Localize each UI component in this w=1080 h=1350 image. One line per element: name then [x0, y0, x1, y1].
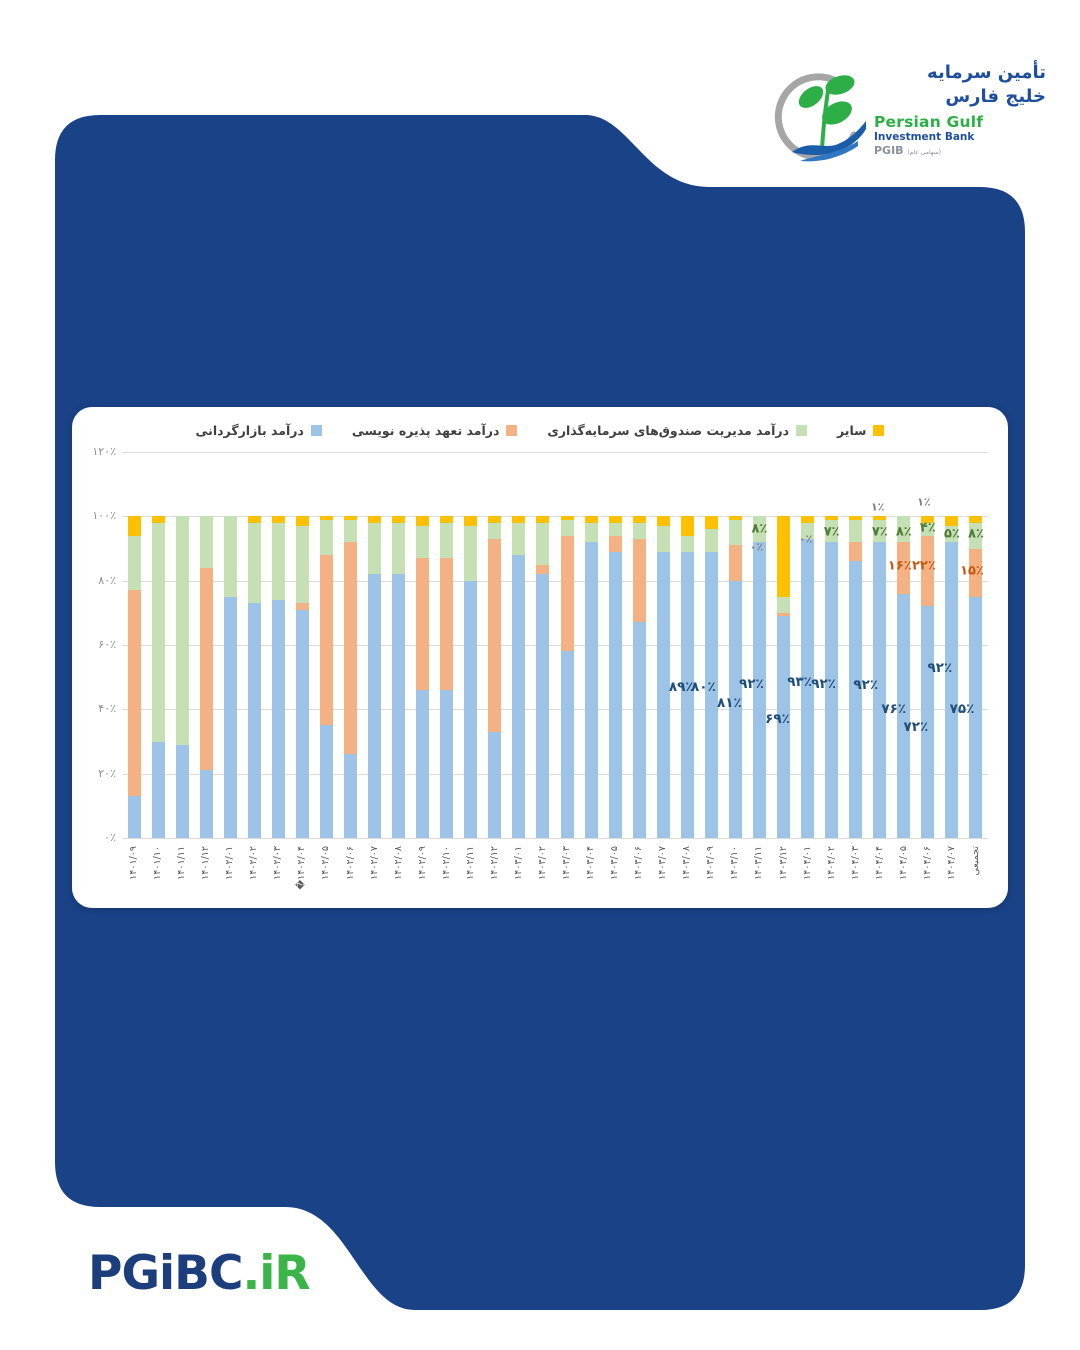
bar-segment: [585, 523, 598, 542]
x-axis-tick-label: تجمیعی: [969, 846, 981, 876]
bar-segment: [561, 520, 574, 536]
data-label: ۸۱٪: [717, 694, 742, 711]
data-label: ۹۲٪: [853, 677, 879, 694]
data-label: ۵٪: [943, 526, 960, 542]
x-axis-tick-label: ۱۴۰۳/۰۵: [609, 846, 621, 880]
bar-segment: [296, 526, 309, 603]
y-axis-tick-label: ۱۰۰٪: [92, 509, 116, 523]
bar-segment: [224, 516, 237, 596]
bar-segment: [320, 555, 333, 725]
bar-segment: [633, 622, 646, 838]
bar-segment: [488, 732, 501, 838]
bar-segment: [561, 536, 574, 652]
legend-item: [547, 423, 807, 438]
bar-column: [705, 516, 718, 838]
bar-column: [561, 516, 574, 838]
bar-segment: [224, 597, 237, 838]
bar-segment: [248, 603, 261, 838]
chart-card: [72, 407, 1008, 908]
bar-segment: [969, 597, 982, 838]
bar-segment: [657, 516, 670, 526]
bar-segment: [320, 725, 333, 838]
bar-column: [128, 516, 141, 838]
bar-segment: [536, 523, 549, 565]
legend-item: [196, 423, 322, 438]
data-label: ۹۲٪: [739, 675, 764, 692]
x-axis-tick-label: ۱۴۰۱/۱۰: [152, 846, 164, 880]
x-axis-tick-label: ۱۴۰۲/۰۹: [416, 846, 428, 880]
x-axis-tick-label: ۱۴۰۴/۰۴: [873, 846, 885, 880]
bar-segment: [248, 523, 261, 603]
bar-segment: [945, 516, 958, 526]
bar-segment: [705, 552, 718, 838]
data-label: ۸٪: [751, 521, 768, 537]
bar-column: [416, 516, 429, 838]
data-label: ۲۲٪: [911, 558, 936, 574]
bar-segment: [344, 542, 357, 754]
bar-segment: [729, 520, 742, 546]
bar-segment: [729, 545, 742, 580]
bar-segment: [777, 616, 790, 838]
x-axis-tick-label: ۱۴۰۳/۰۲: [536, 846, 548, 880]
legend-item: [837, 423, 884, 438]
bar-segment: [200, 568, 213, 771]
bar-segment: [440, 558, 453, 690]
bar-column: [585, 516, 598, 838]
x-axis-tick-label: ۱۴۰۳/۰۹: [705, 846, 717, 880]
bar-segment: [344, 520, 357, 543]
bar-column: [488, 516, 501, 838]
data-label: ۱۶٪: [887, 558, 912, 574]
legend-swatch: [506, 425, 517, 436]
bar-segment: [416, 690, 429, 838]
data-label: ۷٪: [871, 524, 888, 540]
x-axis-tick-label: ۱۴۰۱/۱۲: [200, 846, 212, 880]
bar-column: [512, 516, 525, 838]
logo-wave-icon: [792, 121, 866, 155]
logo-en-line1: Persian Gulf: [874, 112, 984, 131]
bar-segment: [392, 523, 405, 574]
bar-column: [320, 516, 333, 838]
bar-segment: [512, 555, 525, 838]
bar-segment: [440, 690, 453, 838]
x-axis-tick-label: ۱۴۰۳/۱۰: [729, 846, 741, 880]
bar-segment: [200, 516, 213, 567]
bar-segment: [633, 523, 646, 539]
legend-swatch: [311, 425, 322, 436]
pgib-logo-emblem: [770, 57, 872, 175]
x-axis-tick-label: ۱۴۰۴/۰۷: [945, 846, 957, 880]
bar-segment: [128, 590, 141, 796]
pgib-logo-text: [874, 61, 1046, 157]
x-axis-tick-label: ۱۴۰۴/۰۲: [825, 846, 837, 880]
bar-segment: [849, 520, 862, 543]
bar-segment: [609, 523, 622, 536]
bar-segment: [512, 523, 525, 555]
bar-segment: [176, 516, 189, 744]
x-axis-tick-label: ۱۴۰۲/۱۱: [464, 846, 476, 880]
bar-column: [464, 516, 477, 838]
data-label: ۱٪: [871, 500, 885, 514]
legend-label: درآمد بازارگردانی: [195, 423, 304, 438]
x-axis-tick-label: ۱۴۰۱/۰۹: [128, 846, 140, 880]
bar-segment: [681, 552, 694, 838]
bar-segment: [296, 516, 309, 526]
bar-segment: [320, 520, 333, 555]
logo-leaf-icon: [795, 82, 828, 113]
bar-segment: [368, 523, 381, 574]
bar-segment: [464, 516, 477, 526]
data-label: ۱٪: [917, 495, 931, 509]
logo-sahami-aam: (سهامی عام): [907, 148, 941, 156]
bar-segment: [296, 610, 309, 838]
x-axis-tick-label: ۱۴۰۴/۰۶: [921, 846, 933, 880]
logo-en-line3: [874, 144, 1046, 157]
logo-fa-line2: خلیج فارس: [945, 86, 1046, 108]
bar-segment: [633, 539, 646, 623]
bar-segment: [272, 600, 285, 838]
bar-segment: [705, 529, 718, 552]
bar-segment: [657, 526, 670, 552]
bar-segment: [464, 526, 477, 581]
x-axis-tick-label: ۱۴۰۲/۰۳: [272, 846, 284, 880]
data-label: ۴٪: [919, 520, 936, 536]
data-label: ۷۶٪: [881, 701, 907, 718]
legend-swatch: [796, 425, 807, 436]
bar-segment: [416, 516, 429, 526]
data-label: ۸۹٪: [668, 678, 694, 695]
bar-segment: [849, 542, 862, 561]
y-axis-tick-label: ۸۰٪: [98, 573, 116, 587]
legend-label: سایر: [837, 423, 867, 438]
data-label: ۸٪: [968, 526, 984, 542]
x-axis-tick-label: ۱۴۰۴/۰۳: [849, 846, 861, 880]
bar-column: [657, 516, 670, 838]
bar-column: [296, 516, 309, 838]
bar-segment: [849, 561, 862, 838]
bar-segment: [681, 536, 694, 552]
bar-segment: [561, 651, 574, 838]
x-axis-tick-label: ۱۴۰۳/۰۸: [681, 846, 693, 880]
x-axis-tick-label: ۱۴۰۲/۰۲: [248, 846, 260, 880]
x-axis-tick-label: ۱۴۰۴/۰۱: [801, 846, 813, 880]
data-label: ۹۲٪: [811, 675, 836, 692]
x-axis-tick-label: ۱۴۰۴/۰۵: [897, 846, 909, 880]
data-label: ۸۰٪: [690, 678, 716, 695]
bar-column: [609, 516, 622, 838]
x-axis-tick-label: ۱۴۰۲/۰۶: [344, 846, 356, 880]
data-label: ۱۵٪: [960, 563, 984, 579]
bar-segment: [777, 597, 790, 613]
data-label: ۷۲٪: [903, 719, 929, 736]
bar-column: [536, 516, 549, 838]
bar-segment: [488, 523, 501, 539]
bar-column: [176, 516, 189, 838]
x-axis-tick-label: ۱۴۰۳/۰۶: [633, 846, 645, 880]
x-axis-tick-label: ۱۴۰۳/۱۲: [777, 846, 789, 880]
bar-segment: [464, 581, 477, 838]
bar-segment: [128, 536, 141, 591]
bar-column: [681, 516, 694, 838]
data-label: ۷۵٪: [949, 701, 975, 718]
legend-label: درآمد مدیریت صندوق‌های سرمایه‌گذاری: [547, 423, 790, 438]
bar-column: [272, 516, 285, 838]
bar-column: [633, 516, 646, 838]
bar-segment: [128, 796, 141, 838]
x-axis-tick-label: ۱۴۰۳/۰۱: [512, 846, 524, 880]
y-axis-tick-label: ۴۰٪: [98, 702, 116, 716]
bar-segment: [536, 574, 549, 838]
data-label: ۶۹٪: [765, 710, 790, 727]
bar-segment: [681, 516, 694, 535]
bar-column: [368, 516, 381, 838]
bar-segment: [777, 516, 790, 596]
gridline: [122, 838, 988, 839]
bar-segment: [657, 552, 670, 838]
footer-ir: .iR: [242, 1246, 310, 1301]
footer-wordmark: [88, 1246, 310, 1301]
x-axis-tick-label: ۱۴۰۳/۰۳: [561, 846, 573, 880]
chart-plot: [92, 445, 988, 890]
bar-column: [152, 516, 165, 838]
bar-column: [200, 516, 213, 838]
data-label: ۷٪: [823, 524, 840, 540]
bar-segment: [440, 523, 453, 558]
legend-label: درآمد تعهد پذیره نویسی: [351, 423, 500, 438]
bars-layer: [122, 452, 988, 838]
data-label: ۰٪: [749, 540, 764, 554]
legend-item: [352, 423, 518, 438]
x-axis-tick-label: ۱۴۰۳/۰۷: [657, 846, 669, 880]
x-axis-tick-label: ۱۴۰۱/۱۱: [176, 846, 188, 880]
x-axis-tick-label: ۱۴۰۲/۰۸: [392, 846, 404, 880]
bar-column: [344, 516, 357, 838]
x-axis-tick-label: �۱۴۰۲/۰۴: [296, 846, 308, 890]
logo-fa-line1: تأمین سرمایه: [927, 62, 1046, 83]
bar-segment: [392, 574, 405, 838]
data-label: ۸٪: [895, 524, 912, 540]
logo-pgib-acronym: PGIB: [874, 143, 904, 157]
bar-column: [945, 516, 958, 838]
logo-en-line2: Investment Bank: [874, 130, 975, 143]
bar-segment: [585, 542, 598, 838]
bar-column: [248, 516, 261, 838]
bar-column: [440, 516, 453, 838]
bar-segment: [176, 745, 189, 838]
bar-segment: [416, 558, 429, 690]
bar-column: [224, 516, 237, 838]
x-axis-tick-label: ۱۴۰۲/۰۷: [368, 846, 380, 880]
bar-segment: [200, 770, 213, 838]
x-axis-tick-label: ۱۴۰۲/۱۲: [488, 846, 500, 880]
y-axis-tick-label: ۲۰٪: [98, 766, 116, 780]
bar-segment: [128, 516, 141, 535]
bar-segment: [344, 754, 357, 838]
pgib-logo: [770, 55, 1050, 195]
legend-swatch: [873, 425, 884, 436]
x-axis-tick-label: ۱۴۰۳/۱۱: [753, 846, 765, 880]
bar-segment: [416, 526, 429, 558]
footer-pgibc: PGiBC: [88, 1246, 243, 1301]
chart-legend: [72, 423, 1008, 438]
data-label: ۰٪: [798, 532, 813, 546]
bar-segment: [368, 574, 381, 838]
x-axis-tick-label: ۱۴۰۲/۰۱: [224, 846, 236, 880]
y-axis-tick-label: ۶۰٪: [98, 638, 116, 651]
x-axis-tick-label: ۱۴۰۲/۰۵: [320, 846, 332, 880]
y-axis-tick-label: ۰٪: [104, 831, 116, 844]
bar-segment: [152, 523, 165, 742]
x-axis-tick-label: ۱۴۰۲/۱۰: [440, 846, 452, 880]
bar-column: [392, 516, 405, 838]
bar-segment: [609, 536, 622, 552]
bar-segment: [945, 542, 958, 838]
x-axis-tick-label: ۱۴۰۳/۰۴: [585, 846, 597, 880]
bar-segment: [152, 742, 165, 839]
bar-segment: [488, 539, 501, 732]
data-label: ۹۳٪: [787, 674, 812, 690]
bar-segment: [272, 523, 285, 600]
bar-segment: [609, 552, 622, 838]
y-axis-tick-label: ۱۲۰٪: [92, 445, 116, 458]
bar-segment: [705, 516, 718, 529]
bar-segment: [536, 565, 549, 575]
data-label: ۹۲٪: [927, 659, 953, 676]
